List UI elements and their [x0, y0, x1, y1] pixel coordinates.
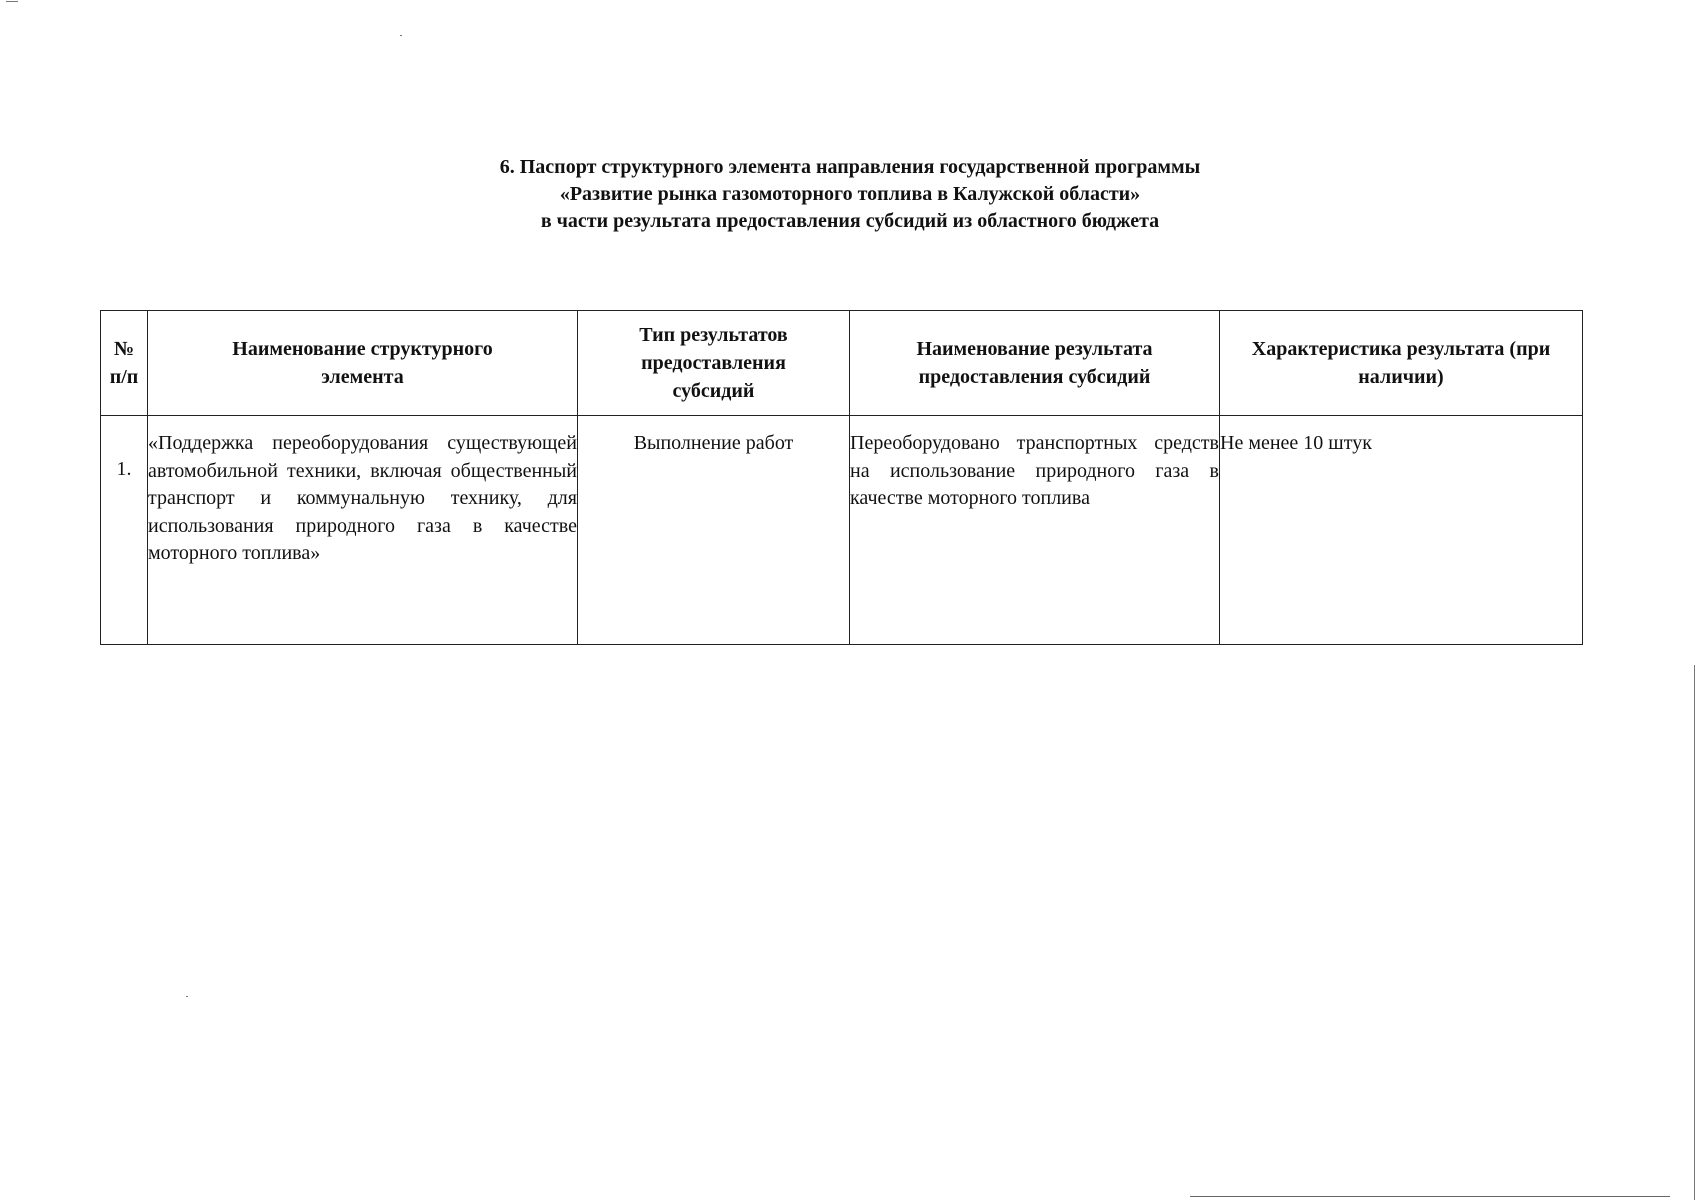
header-element-name: Наименование структурного элемента [148, 311, 578, 416]
scan-speck [186, 996, 188, 997]
header-characteristic: Характеристика результата (при наличии) [1220, 311, 1583, 416]
cell-number: 1. [101, 416, 148, 645]
cell-result-type: Выполнение работ [578, 416, 850, 645]
scan-speck [6, 1, 18, 2]
scan-speck [400, 35, 402, 36]
title-line-3: в части результата предоставления субсидий из областного бюджета [540, 210, 1160, 232]
title-line-2: «Развитие рынка газомоторного топлива в Калужской области» [559, 183, 1141, 205]
scan-edge-line [1694, 665, 1695, 1200]
passport-table [100, 310, 1583, 645]
header-result-type: Тип результатов предоставления субсидий [578, 311, 850, 416]
table-row [101, 416, 1583, 645]
cell-result-name: Переоборудовано транспортных средств на использование природного газа в качестве моторного топлива [850, 416, 1220, 645]
cell-characteristic: Не менее 10 штук [1220, 416, 1583, 645]
cell-element-name: «Поддержка переоборудования существующей автомобильной техники, включая общественный транспорт и коммунальную технику, для использования природного газа в качестве моторного топлива» [148, 416, 578, 645]
title-line-1: 6. Паспорт структурного элемента направления государственной программы [499, 156, 1201, 178]
header-result-name: Наименование результата предоставления субсидий [850, 311, 1220, 416]
page-title [300, 154, 1400, 235]
table-header-row [101, 311, 1583, 416]
scan-bottom-line [1190, 1196, 1670, 1197]
header-number: № п/п [101, 311, 148, 416]
